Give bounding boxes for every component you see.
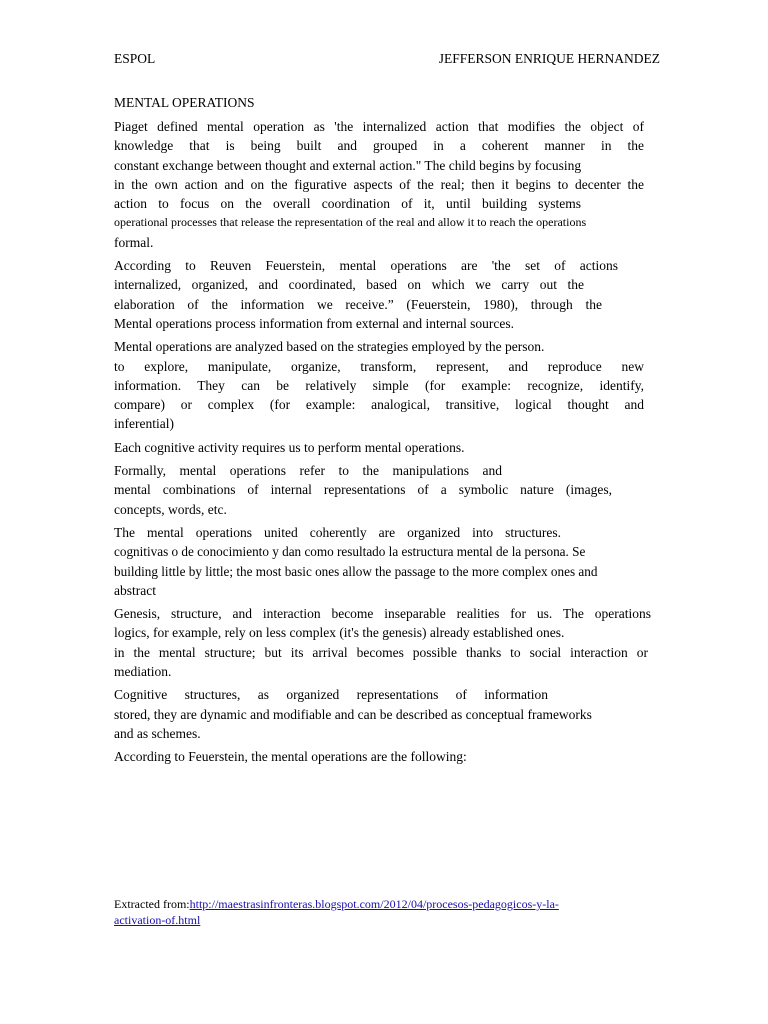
paragraph-structures xyxy=(114,523,644,600)
text-line: formal. xyxy=(114,234,154,250)
paragraph-feuerstein-definition xyxy=(114,256,644,333)
paragraph-cognitive-structures xyxy=(114,685,644,743)
text-line: Each cognitive activity requires us to perform mental operations. xyxy=(114,439,465,455)
section-title: MENTAL OPERATIONS xyxy=(114,95,255,110)
text-line: concepts, words, etc. xyxy=(114,501,227,517)
paragraph-formally xyxy=(114,461,644,519)
text-line: building little by little; the most basic ones allow the passage to the more complex ones and xyxy=(114,563,598,579)
text-line: to explore, manipulate, organize, transform, represent, and reproduce new xyxy=(114,358,644,374)
text-line: Cognitive structures, as organized representations of information xyxy=(114,687,548,703)
text-line: cognitivas o de conocimiento y dan como resultado la estructura mental de la persona. Se xyxy=(114,544,586,560)
text-line: mediation. xyxy=(114,664,172,680)
text-line: inferential) xyxy=(114,416,174,432)
source-footer xyxy=(114,896,559,928)
paragraph-genesis xyxy=(114,604,651,681)
text-line: elaboration of the information we receive.” (Feuerstein, 1980), through the xyxy=(114,296,602,312)
text-line: Formally, mental operations refer to the manipulations and xyxy=(114,463,502,479)
text-line: knowledge that is being built and grouped in a coherent manner in the xyxy=(114,138,644,154)
header-author: JEFFERSON ENRIQUE HERNANDEZ xyxy=(438,51,660,66)
text-line: in the mental structure; but its arrival becomes possible thanks to social interaction or xyxy=(114,644,648,660)
text-line: mental combinations of internal representations of a symbolic nature (images, xyxy=(114,482,612,498)
source-label: Extracted from: xyxy=(114,897,190,911)
text-line: and as schemes. xyxy=(114,725,201,741)
text-line: Mental operations are analyzed based on the strategies employed by the person. xyxy=(114,339,545,355)
header-institution: ESPOL xyxy=(114,51,156,66)
paragraph-following xyxy=(114,747,644,766)
text-line: logics, for example, rely on less complex (it's the genesis) already established ones. xyxy=(114,625,565,641)
paragraph-piaget xyxy=(114,117,644,252)
text-line: Mental operations process information from external and internal sources. xyxy=(114,315,514,331)
text-line: constant exchange between thought and external action." The child begins by focusing xyxy=(114,157,582,173)
source-link[interactable]: http://maestrasinfronteras.blogspot.com/2012/04/procesos-pedagogicos-y-la- xyxy=(189,897,559,911)
text-line: The mental operations united coherently are organized into structures. xyxy=(114,524,561,540)
paragraph-strategies xyxy=(114,337,644,433)
document-body xyxy=(114,93,651,771)
text-line: Genesis, structure, and interaction become inseparable realities for us. The operations xyxy=(114,606,651,622)
text-line: According to Reuven Feuerstein, mental operations are 'the set of actions xyxy=(114,258,618,274)
text-line: internalized, organized, and coordinated, based on which we carry out the xyxy=(114,277,584,293)
text-line: compare) or complex (for example: analogical, transitive, logical thought and xyxy=(114,397,644,413)
text-line: abstract xyxy=(114,582,156,598)
text-line: Piaget defined mental operation as 'the internalized action that modifies the object of xyxy=(114,119,644,134)
paragraph-cognitive-activity xyxy=(114,438,644,457)
text-line: According to Feuerstein, the mental operations are the following: xyxy=(114,749,467,765)
text-line: information. They can be relatively simple (for example: recognize, identify, xyxy=(114,377,644,393)
text-line: action to focus on the overall coordination of it, until building systems xyxy=(114,196,581,212)
text-line: stored, they are dynamic and modifiable and can be described as conceptual frameworks xyxy=(114,706,592,722)
text-line: in the own action and on the figurative aspects of the real; then it begins to decenter the xyxy=(114,176,644,192)
text-line: operational processes that release the representation of the real and allow it to reach the operations xyxy=(114,215,587,230)
source-link-continued[interactable]: activation-of.html xyxy=(114,913,201,927)
